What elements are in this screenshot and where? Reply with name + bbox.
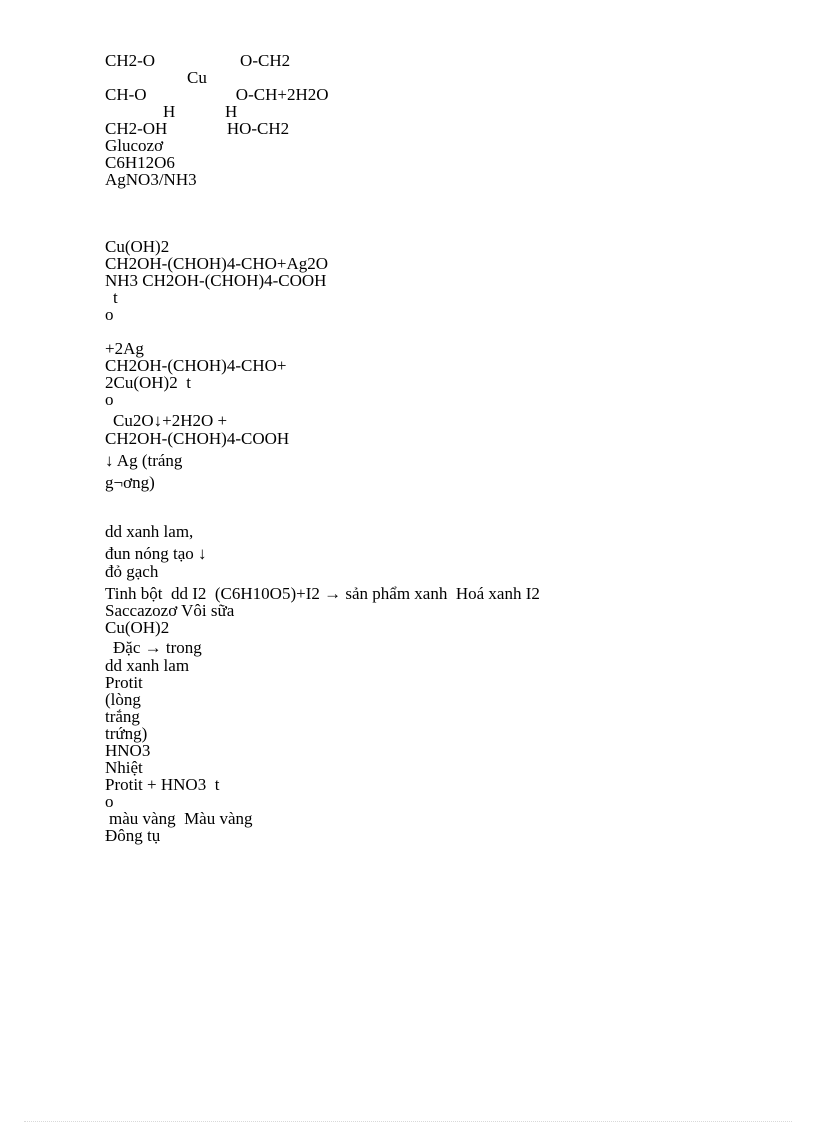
text-line: CH2-OH HO-CH2 bbox=[105, 119, 290, 138]
text-line: t bbox=[113, 288, 118, 307]
text-line: Nhiệt bbox=[105, 758, 143, 777]
text-line: CH-O O-CH+2H2O bbox=[105, 85, 329, 104]
text-line: CH2-O O-CH2 bbox=[105, 51, 291, 70]
text-line: CH2OH-(CHOH)4-CHO+ bbox=[105, 356, 287, 375]
text-line: Saccazozơ Vôi sữa bbox=[105, 601, 235, 620]
text-line: +2Ag bbox=[105, 339, 144, 358]
text-line: Đặc → trong bbox=[113, 638, 202, 657]
text-line: o bbox=[105, 390, 114, 409]
text-line: trứng) bbox=[105, 724, 148, 743]
text-line: g¬ơng) bbox=[105, 473, 155, 492]
text-line: ↓ Ag (tráng bbox=[105, 451, 183, 470]
text-line: Cu2O↓+2H2O + bbox=[113, 411, 228, 430]
text-line: Tinh bột dd I2 (C6H10O5)+I2 → sản phẩm xanh Hoá xanh I2 bbox=[105, 584, 540, 603]
text-line: o bbox=[105, 305, 114, 324]
text-line: NH3 CH2OH-(CHOH)4-COOH bbox=[105, 271, 327, 290]
text-line: Đông tụ bbox=[105, 826, 161, 845]
text-line: dd xanh lam bbox=[105, 656, 190, 675]
text-line: dd xanh lam, bbox=[105, 522, 194, 541]
text-line: Glucozơ bbox=[105, 136, 164, 155]
text-line: o bbox=[105, 792, 114, 811]
text-line: C6H12O6 bbox=[105, 153, 175, 172]
text-line: trắng bbox=[105, 707, 140, 726]
text-line: CH2OH-(CHOH)4-COOH bbox=[105, 429, 290, 448]
page-bottom-divider bbox=[24, 1121, 792, 1122]
text-line: Cu(OH)2 bbox=[105, 237, 170, 256]
text-line: Protit + HNO3 t bbox=[105, 775, 220, 794]
text-line: 2Cu(OH)2 t bbox=[105, 373, 191, 392]
text-line: đun nóng tạo ↓ bbox=[105, 544, 207, 563]
text-line: Cu bbox=[187, 68, 207, 87]
text-line: đỏ gạch bbox=[105, 562, 159, 581]
text-line: màu vàng Màu vàng bbox=[109, 809, 253, 828]
text-line: AgNO3/NH3 bbox=[105, 170, 197, 189]
text-line: H bbox=[225, 102, 238, 121]
text-line: (lòng bbox=[105, 690, 141, 709]
text-line: CH2OH-(CHOH)4-CHO+Ag2O bbox=[105, 254, 329, 273]
text-line: HNO3 bbox=[105, 741, 151, 760]
text-line: Cu(OH)2 bbox=[105, 618, 170, 637]
text-line: H bbox=[163, 102, 176, 121]
text-line: Protit bbox=[105, 673, 143, 692]
